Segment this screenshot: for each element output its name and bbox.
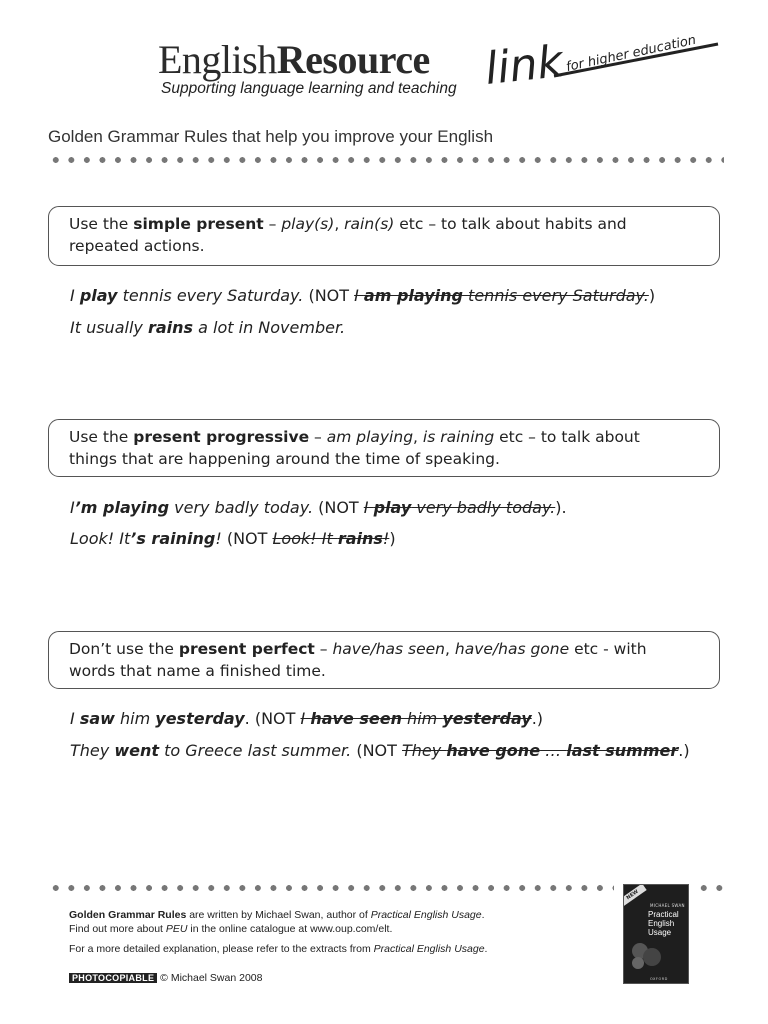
rule-tense: present progressive [133,428,310,446]
footer-author-line: Golden Grammar Rules are written by Michael Swan, author of Practical English Usage. [69,909,485,921]
rule-text: Use the [69,215,134,233]
rule-form: have/has gone [454,640,570,658]
book-publisher: OXFORD [650,977,668,981]
example-sentence: Look! It’s raining! (NOT Look! It rains!) [70,529,396,548]
rule-box-simple-present [48,206,720,266]
example-sentence: They went to Greece last summer. (NOT They have gone … last summer.) [70,741,690,760]
book-title: Practical English Usage [648,910,679,937]
rule-text: , [413,428,423,446]
rule-text: – [314,640,333,658]
new-badge: NEW [623,884,647,907]
footer-reference-line: For a more detailed explanation, please refer to the extracts from Practical English Usage. [69,943,488,955]
footer-catalogue-line: Find out more about PEU in the online catalogue at www.oup.com/elt. [69,923,393,935]
rule-text: etc – to talk about habits and [394,215,627,233]
rule-form: play(s) [281,215,335,233]
rule-text: – [263,215,282,233]
rule-text: Use the [69,428,134,446]
rule-form: is raining [422,428,495,446]
brand-logo [158,36,430,83]
page-title: Golden Grammar Rules that help you improve your English [48,127,494,146]
rule-tense: present perfect [178,640,315,658]
logo-link-word: link [482,36,566,95]
book-cover-image [623,884,689,984]
example-sentence: I saw him yesterday. (NOT I have seen him yesterday.) [70,709,544,728]
dotted-divider-bottom-end [696,884,726,892]
book-author: MICHAEL SWAN [650,903,685,908]
rule-text: , [445,640,455,658]
rule-text: , [334,215,345,233]
rule-text: things that are happening around the time of speaking. [69,450,500,468]
rule-text: repeated actions. [69,237,205,255]
rule-tense: simple present [133,215,264,233]
rule-text: etc - with [569,640,647,658]
rule-form: have/has seen [332,640,446,658]
example-sentence: I’m playing very badly today. (NOT I play very badly today.). [70,498,567,517]
rule-text: etc – to talk about [494,428,640,446]
rule-text: Don’t use the [69,640,179,658]
logo-tagline: for higher education [564,32,698,75]
photocopiable-badge: PHOTOCOPIABLE [69,973,157,983]
example-sentence: It usually rains a lot in November. [70,318,346,337]
rule-form: am playing [326,428,414,446]
footer-copyright: PHOTOCOPIABLE © Michael Swan 2008 [69,972,262,984]
logo-word-resource: Resource [276,37,430,82]
book-cover-graphic [628,937,668,971]
rule-box-present-progressive [48,419,720,477]
dotted-divider-bottom [48,884,614,892]
rule-text: – [309,428,327,446]
logo-subtitle: Supporting language learning and teaching [161,80,457,97]
logo-word-english: English [158,37,277,82]
example-sentence: I play tennis every Saturday. (NOT I am playing tennis every Saturday.) [70,286,656,305]
dotted-divider-top [48,156,724,164]
logo-underline-swash [552,42,722,82]
rule-text: words that name a finished time. [69,662,326,680]
rule-form: rain(s) [344,215,395,233]
rule-box-present-perfect [48,631,720,689]
